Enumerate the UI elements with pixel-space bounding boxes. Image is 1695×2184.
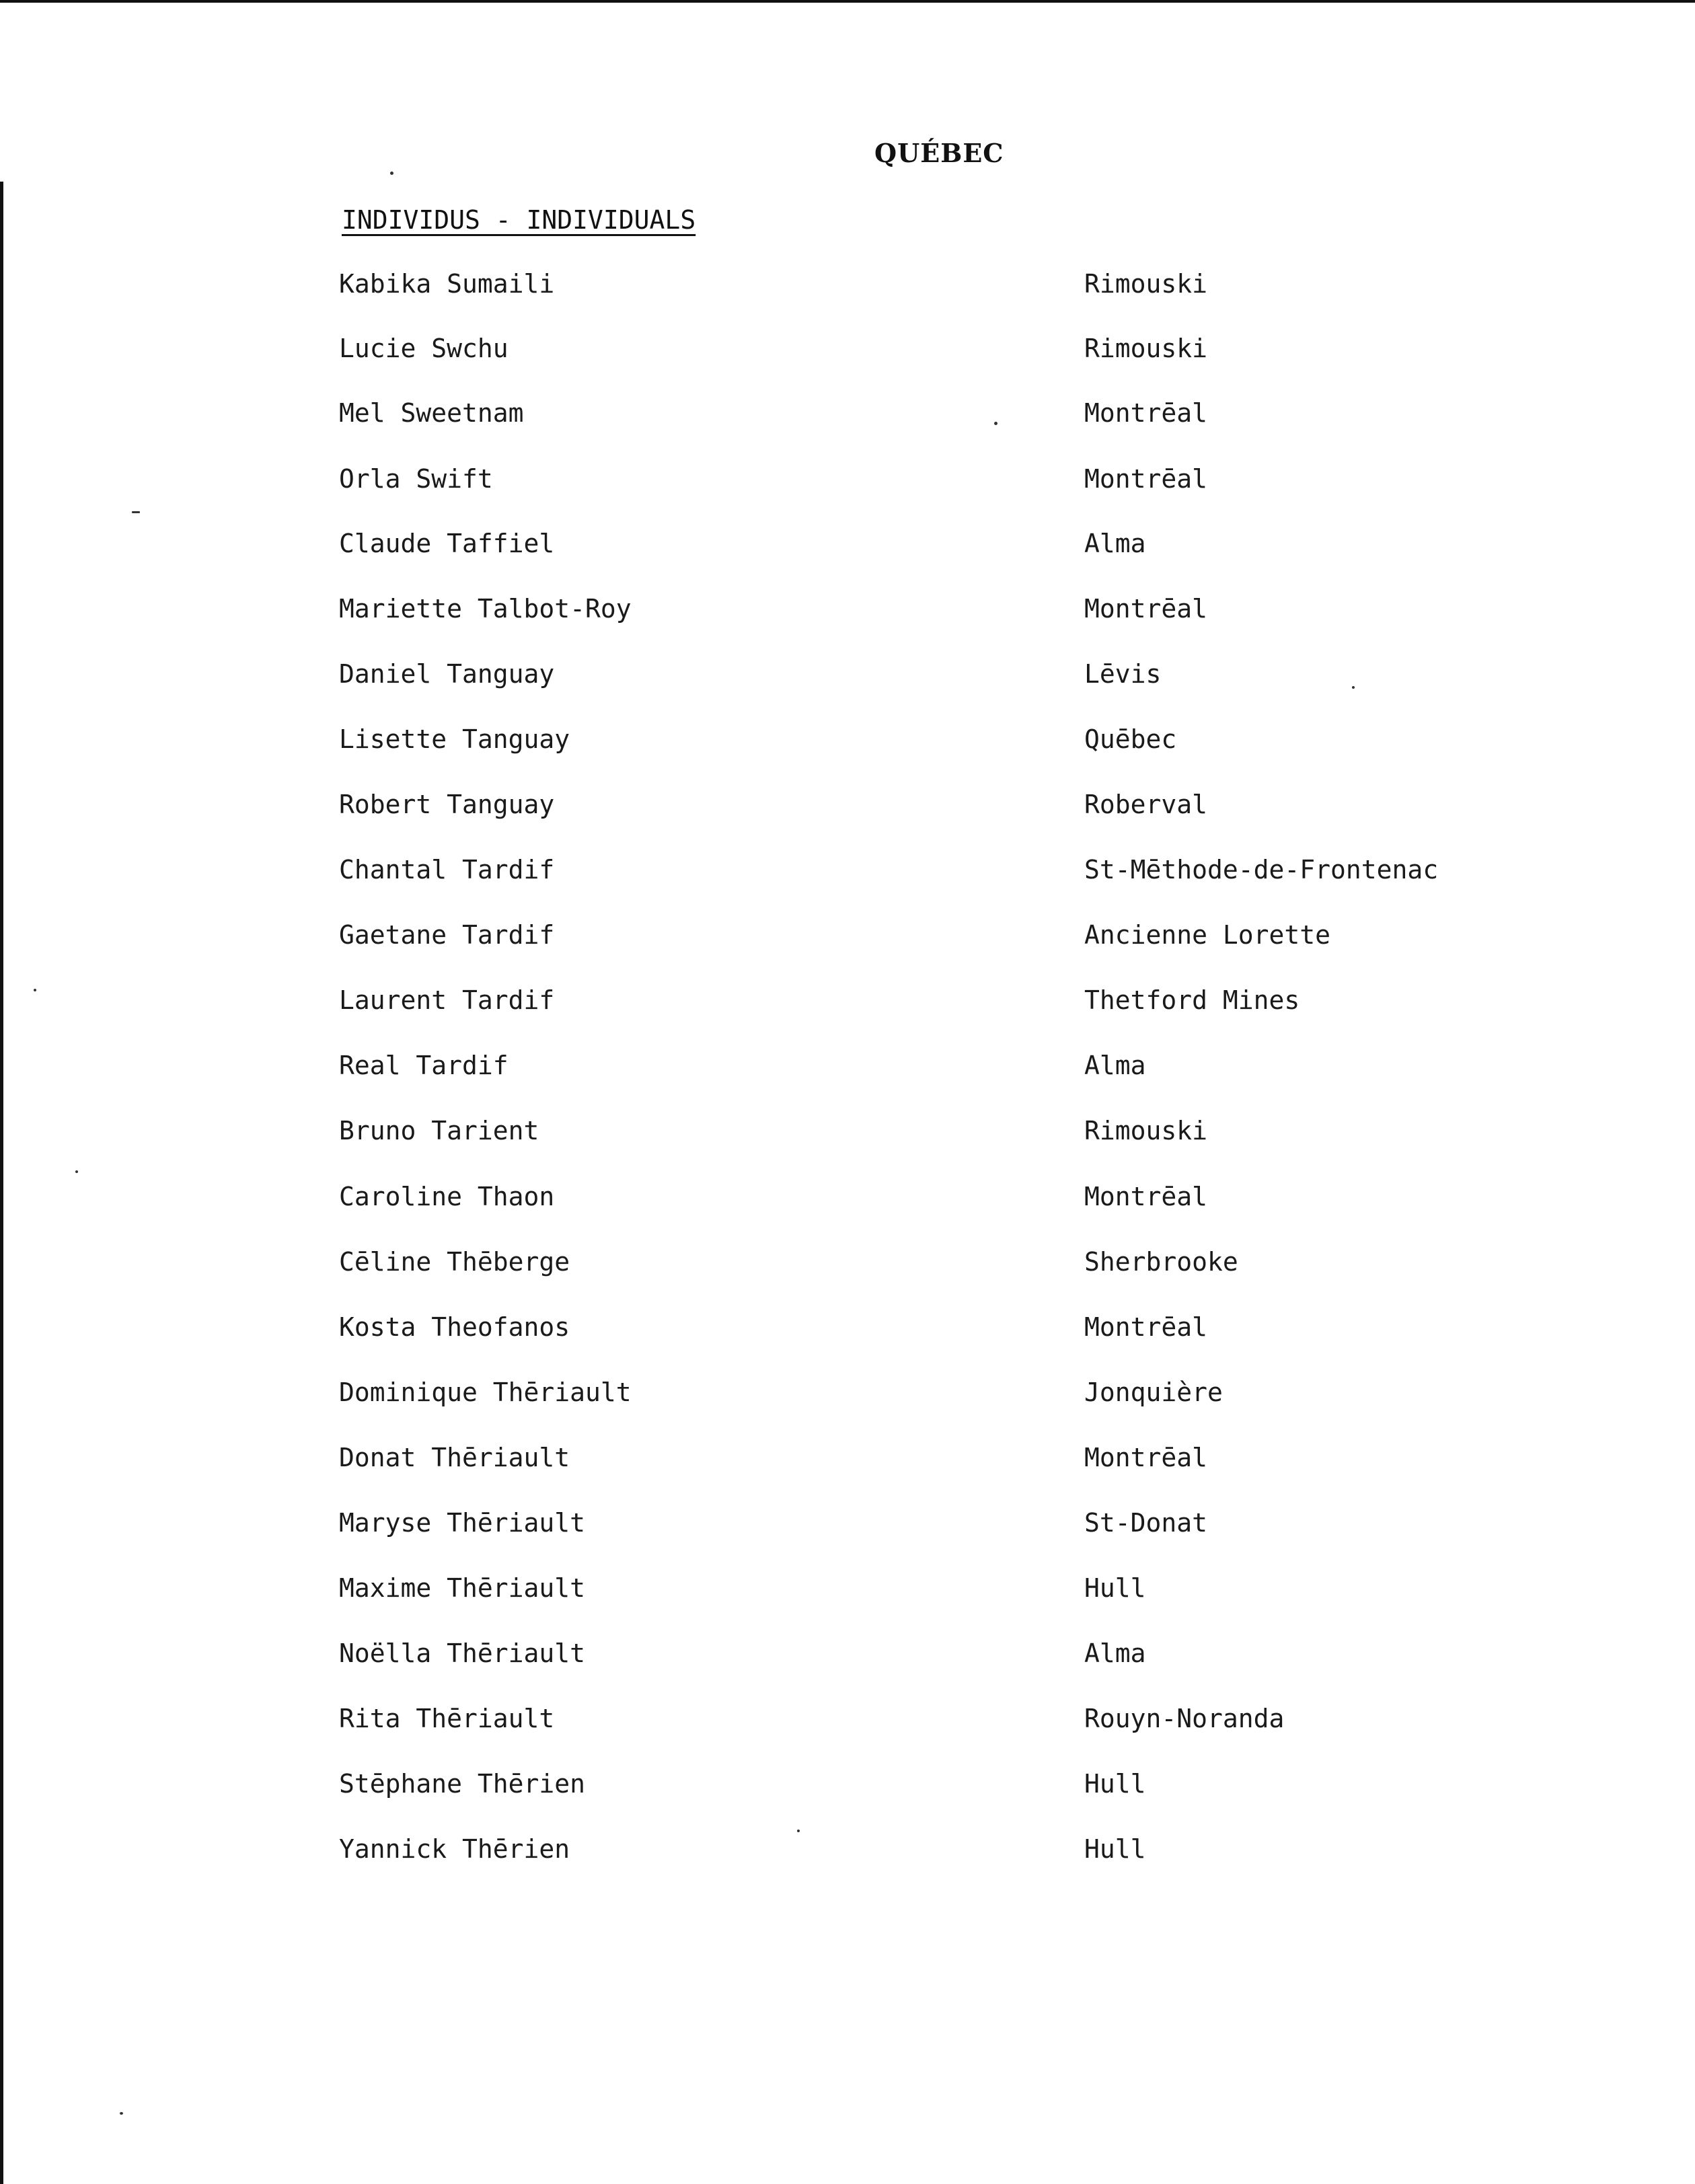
entry-city: St-Mēthode-de-Frontenac	[1084, 855, 1439, 884]
list-item	[0, 594, 1695, 634]
scan-speck	[797, 1830, 800, 1832]
entry-name: Real Tardif	[339, 1051, 509, 1080]
entry-name: Dominique Thēriault	[339, 1378, 632, 1407]
entry-city: Rimouski	[1084, 269, 1208, 299]
entry-name: Robert Tanguay	[339, 790, 555, 819]
entry-city: Hull	[1084, 1769, 1146, 1799]
entry-name: Cēline Thēberge	[339, 1247, 570, 1277]
entry-city: Montrēal	[1084, 1312, 1208, 1342]
entry-city: Rimouski	[1084, 334, 1208, 363]
entry-name: Claude Taffiel	[339, 529, 555, 558]
page-title: QUÉBEC	[874, 138, 1004, 168]
list-item	[0, 1704, 1695, 1744]
entry-city: Roberval	[1084, 790, 1208, 819]
scan-speck	[34, 989, 36, 991]
list-item	[0, 659, 1695, 700]
entry-name: Gaetane Tardif	[339, 920, 555, 950]
entry-city: Alma	[1084, 1639, 1146, 1668]
entry-city: Montrēal	[1084, 1182, 1208, 1211]
entry-city: Rouyn-Noranda	[1084, 1704, 1285, 1733]
entry-name: Maryse Thēriault	[339, 1508, 586, 1538]
entry-name: Kosta Theofanos	[339, 1312, 570, 1342]
entry-city: Jonquière	[1084, 1378, 1223, 1407]
entry-name: Bruno Tarient	[339, 1116, 539, 1145]
list-item	[0, 464, 1695, 504]
entry-city: Lēvis	[1084, 659, 1162, 689]
entry-city: Sherbrooke	[1084, 1247, 1238, 1277]
list-item	[0, 1378, 1695, 1418]
list-item	[0, 269, 1695, 309]
list-item	[0, 398, 1695, 439]
list-item	[0, 985, 1695, 1026]
entry-name: Orla Swift	[339, 464, 493, 494]
entry-city: Ancienne Lorette	[1084, 920, 1331, 950]
list-item	[0, 1312, 1695, 1353]
list-item	[0, 1639, 1695, 1679]
scan-speck	[75, 1170, 78, 1173]
entry-city: Quēbec	[1084, 724, 1177, 754]
scan-speck	[994, 422, 997, 425]
entry-city: Alma	[1084, 1051, 1146, 1080]
entry-name: Kabika Sumaili	[339, 269, 555, 299]
entry-name: Lisette Tanguay	[339, 724, 570, 754]
list-item	[0, 1769, 1695, 1809]
list-item	[0, 1051, 1695, 1091]
list-item	[0, 790, 1695, 830]
scan-speck	[390, 172, 393, 175]
section-heading: INDIVIDUS - INDIVIDUALS	[342, 205, 696, 235]
entry-name: Maxime Thēriault	[339, 1573, 586, 1603]
entry-city: Montrēal	[1084, 464, 1208, 494]
entry-city: St-Donat	[1084, 1508, 1208, 1538]
entry-name: Noëlla Thēriault	[339, 1639, 586, 1668]
entry-city: Montrēal	[1084, 594, 1208, 624]
entry-city: Hull	[1084, 1834, 1146, 1864]
list-item	[0, 1116, 1695, 1156]
scan-speck	[132, 511, 140, 513]
list-item	[0, 529, 1695, 569]
entry-name: Daniel Tanguay	[339, 659, 555, 689]
entry-city: Hull	[1084, 1573, 1146, 1603]
list-item	[0, 1443, 1695, 1483]
entry-name: Rita Thēriault	[339, 1704, 555, 1733]
list-item	[0, 855, 1695, 895]
list-item	[0, 724, 1695, 765]
list-item	[0, 1573, 1695, 1614]
page-edge-top	[0, 0, 1695, 3]
list-item	[0, 1834, 1695, 1875]
list-item	[0, 1508, 1695, 1548]
entry-city: Thetford Mines	[1084, 985, 1300, 1015]
entry-name: Stēphane Thērien	[339, 1769, 586, 1799]
list-item	[0, 1182, 1695, 1222]
entry-city: Montrēal	[1084, 398, 1208, 428]
scan-speck	[120, 2112, 123, 2115]
entry-city: Montrēal	[1084, 1443, 1208, 1472]
list-item	[0, 1247, 1695, 1287]
entry-city: Alma	[1084, 529, 1146, 558]
entry-name: Mariette Talbot-Roy	[339, 594, 632, 624]
entry-name: Lucie Swchu	[339, 334, 509, 363]
entry-name: Yannick Thērien	[339, 1834, 570, 1864]
entry-name: Caroline Thaon	[339, 1182, 555, 1211]
entry-name: Chantal Tardif	[339, 855, 555, 884]
entry-name: Laurent Tardif	[339, 985, 555, 1015]
scan-speck	[1352, 686, 1355, 689]
entry-city: Rimouski	[1084, 1116, 1208, 1145]
entry-name: Mel Sweetnam	[339, 398, 524, 428]
entry-name: Donat Thēriault	[339, 1443, 570, 1472]
list-item	[0, 920, 1695, 961]
list-item	[0, 334, 1695, 374]
